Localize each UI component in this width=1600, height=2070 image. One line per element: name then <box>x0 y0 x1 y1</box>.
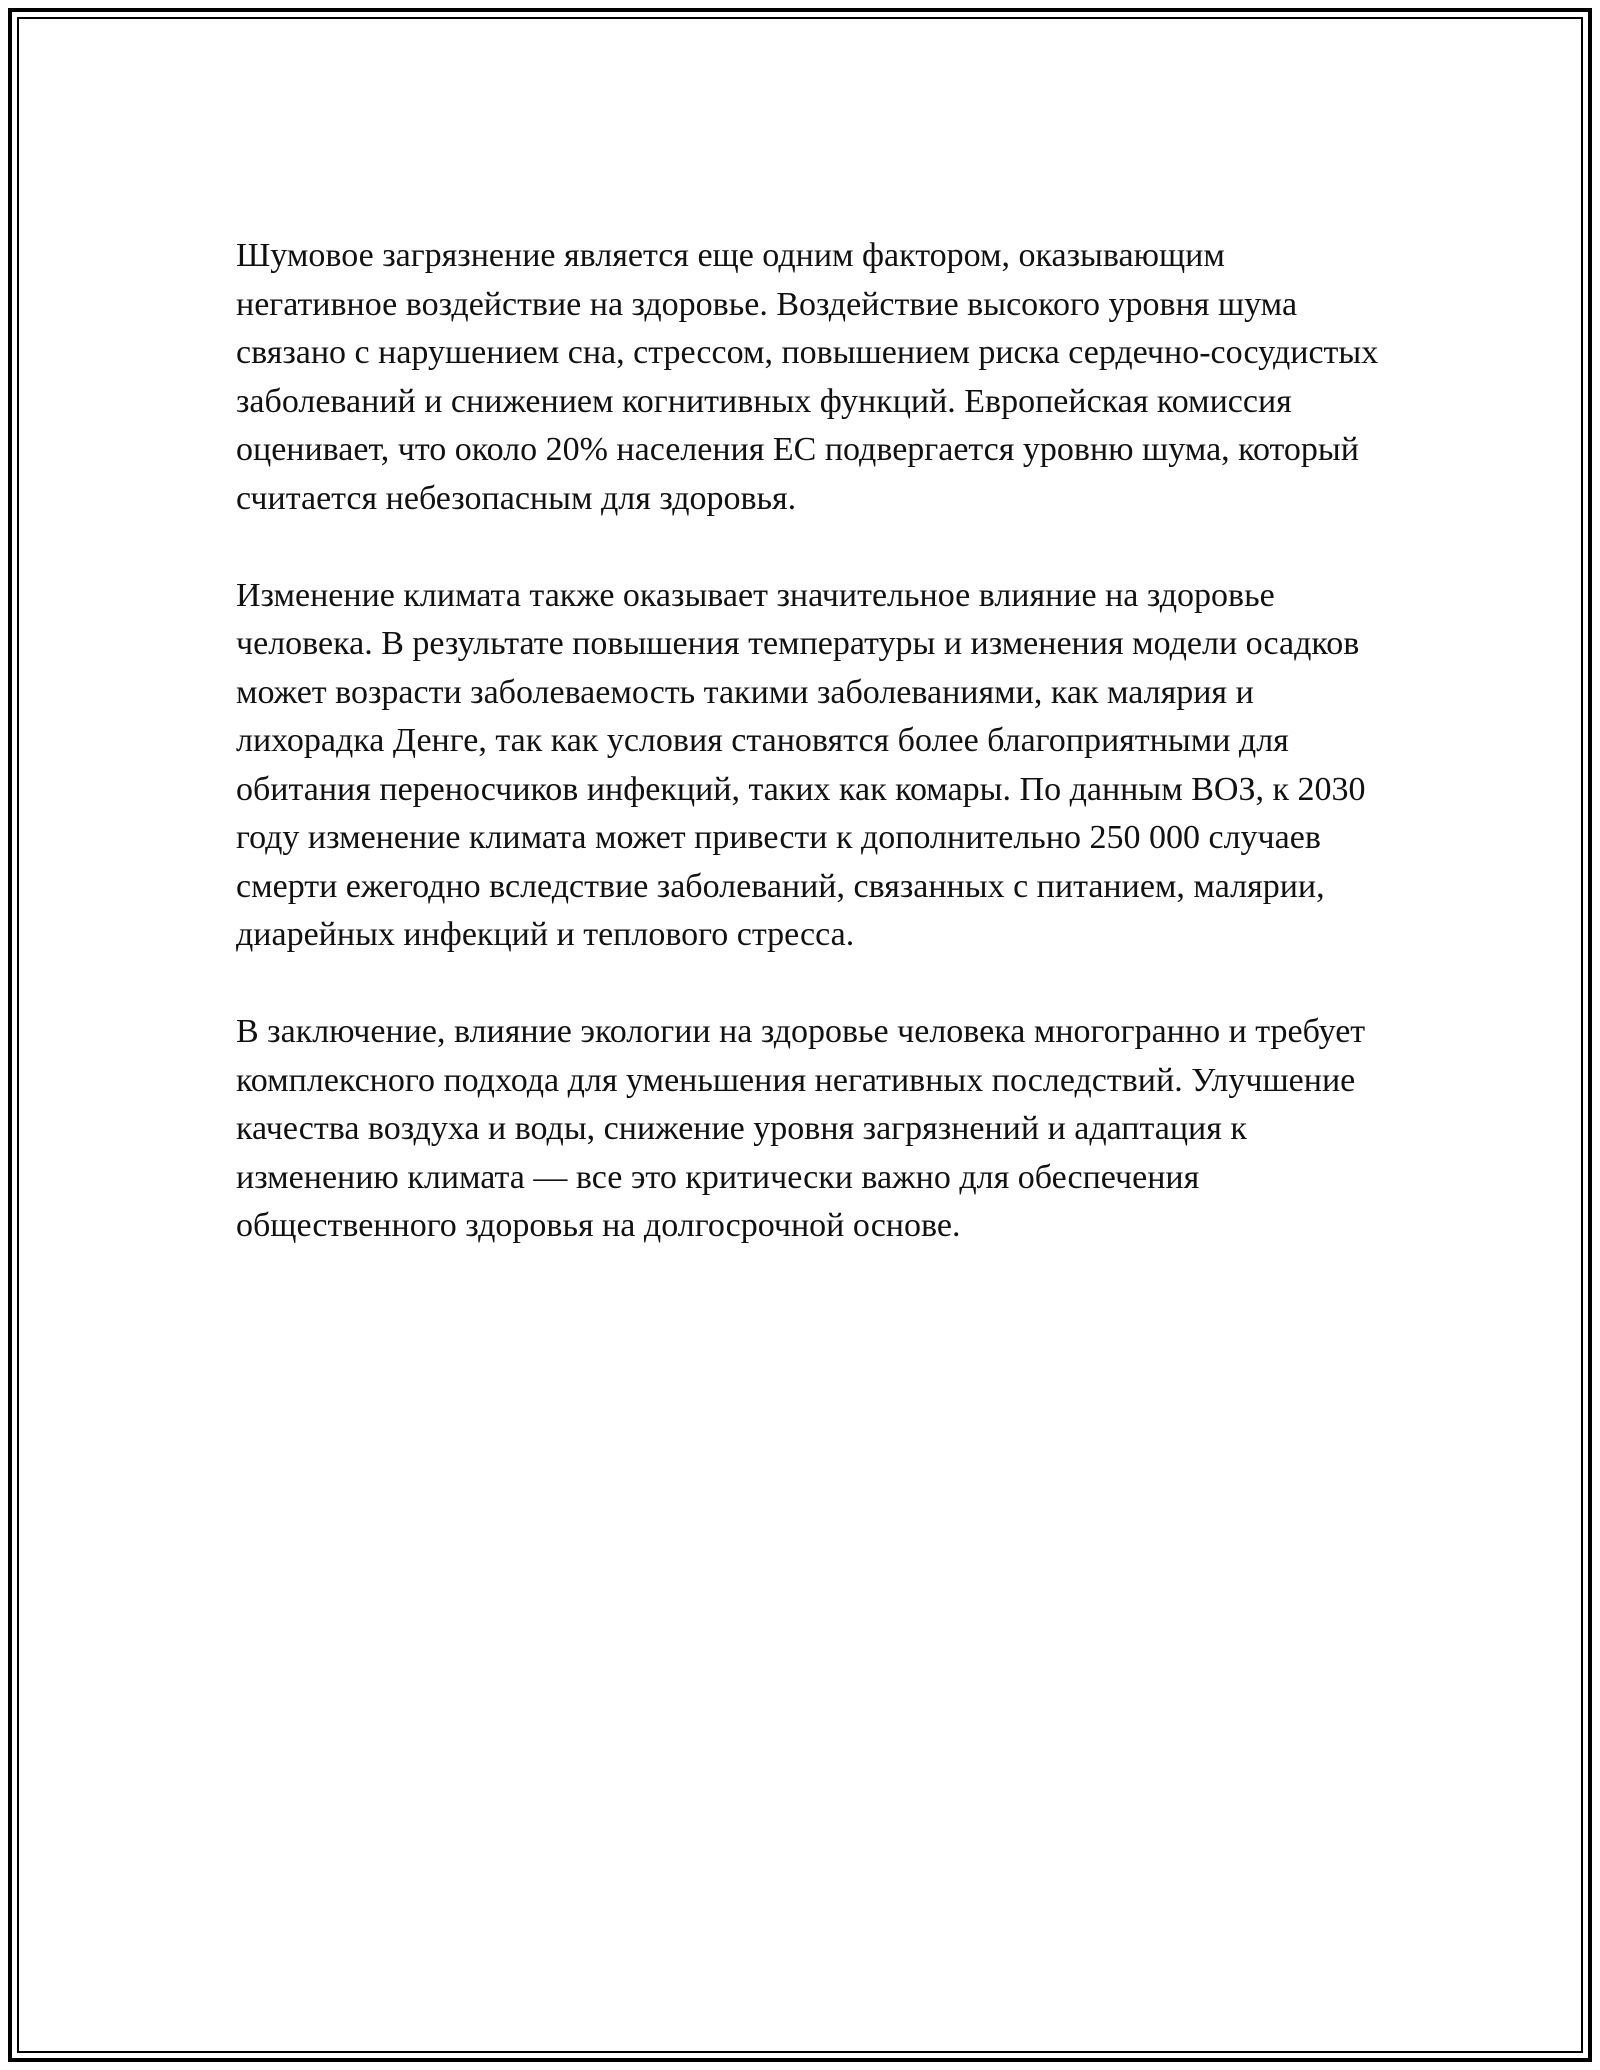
document-body <box>236 232 1386 1299</box>
paragraph-conclusion: В заключение, влияние экологии на здоровье человека многогранно и требует комплексного подхода для уменьшения негативных последствий. Улучшение качества воздуха и воды, снижение уровня загрязнений и адаптация к изменению климата — все это критически важно для обеспечения общественного здоровья на долгосрочной основе. <box>236 1013 1366 1244</box>
paragraph-climate-change: Изменение климата также оказывает значительное влияние на здоровье человека. В результате повышения температуры и изменения модели осадков может возрасти заболеваемость такими заболеваниями, как малярия и лихорадка Денге, так как условия становятся более благоприятными для обитания переносчиков инфекций, таких как комары. По данным ВОЗ, к 2030 году изменение климата может привести к дополнительно 250 000 случаев смерти ежегодно вследствие заболеваний, связанных с питанием, малярии, диарейных инфекций и теплового стресса. <box>236 576 1366 953</box>
paragraph-noise-pollution: Шумовое загрязнение является еще одним фактором, оказывающим негативное воздействие на здоровье. Воздействие высокого уровня шума связано с нарушением сна, стрессом, повышением риска сердечно-сосудистых заболеваний и снижением когнитивных функций. Европейская комиссия оценивает, что около 20% населения ЕС подвергается уровню шума, который считается небезопасным для здоровья. <box>236 237 1379 517</box>
